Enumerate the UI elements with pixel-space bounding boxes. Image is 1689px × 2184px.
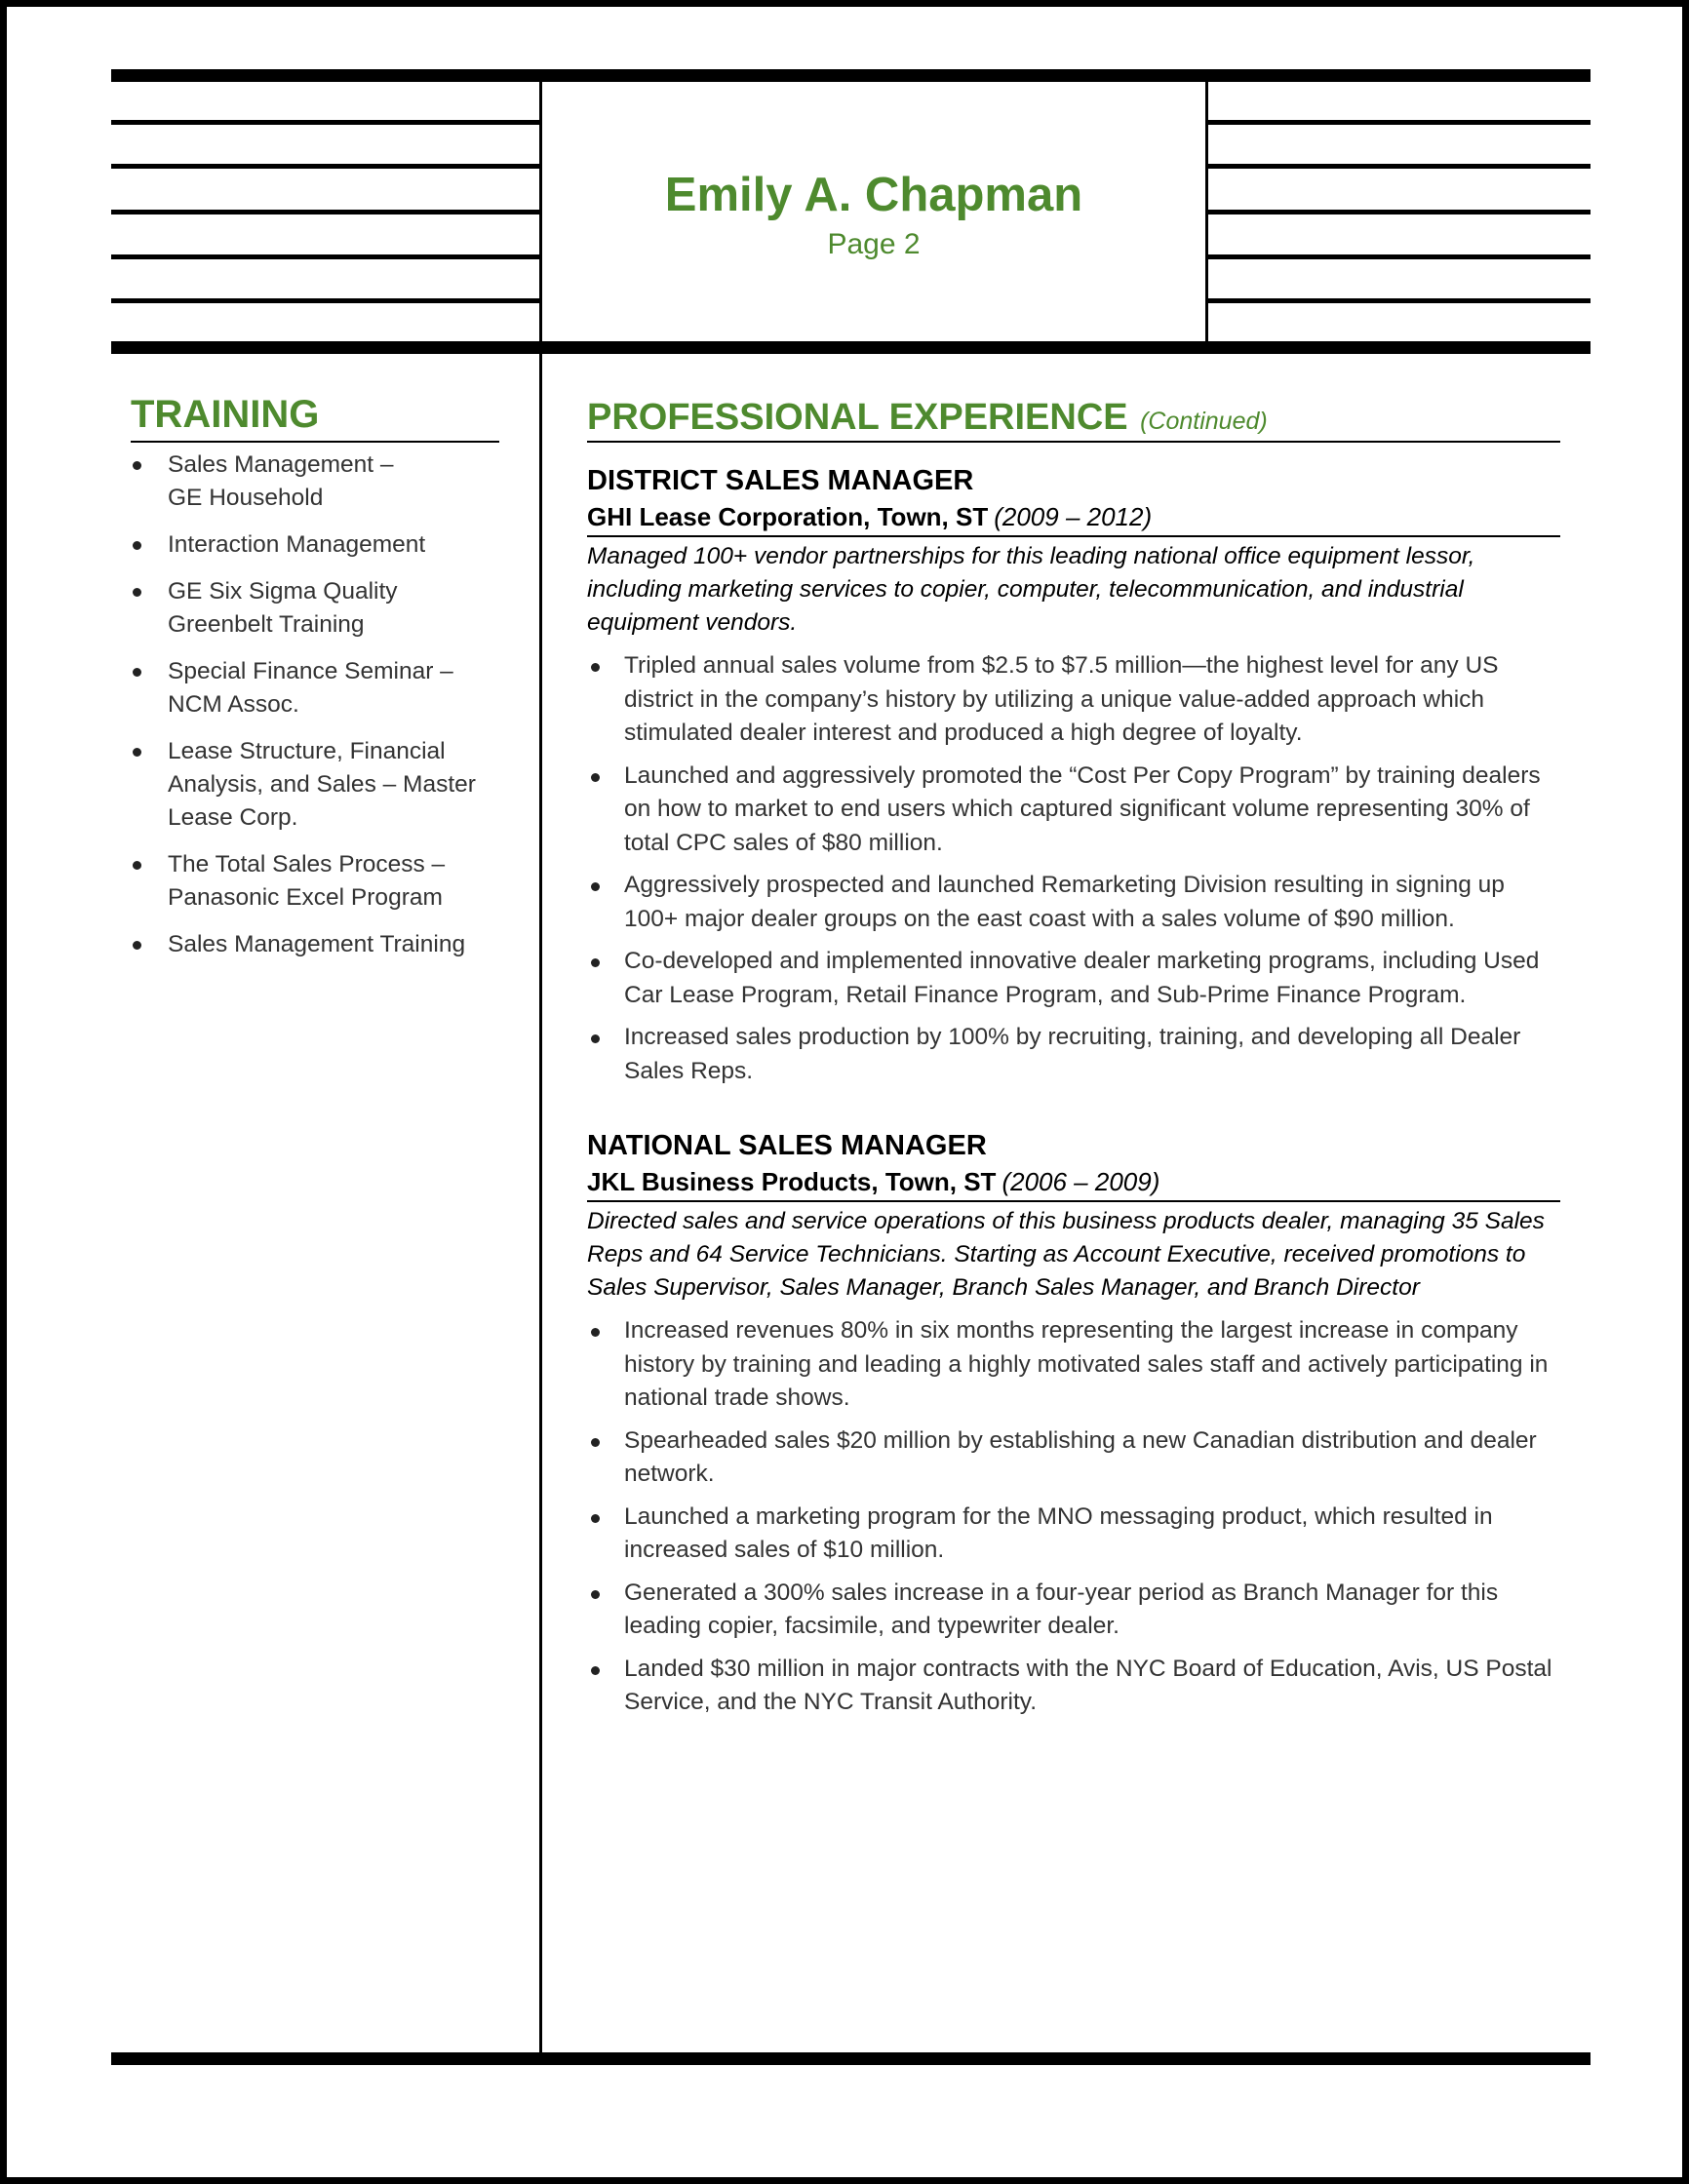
job-company-line xyxy=(587,1164,1560,1202)
header-name-block xyxy=(542,82,1205,341)
candidate-name: Emily A. Chapman xyxy=(664,169,1083,221)
achievement-item xyxy=(587,1424,1560,1492)
achievement-text: Co-developed and implemented innovative dealer marketing programs, including Used Car Lease Program, Retail Finance Program, and Sub-Prime Finance Program. xyxy=(624,948,1540,1008)
job-title: DISTRICT SALES MANAGER xyxy=(587,465,974,496)
achievement-text: Tripled annual sales volume from $2.5 to $7.5 million—the highest level for any US district in the company’s history by utilizing a unique value-added approach which stimulated dealer interest and produced a high degree of loyalty. xyxy=(624,652,1499,746)
experience-title: PROFESSIONAL EXPERIENCE xyxy=(587,397,1128,438)
achievement-text: Aggressively prospected and launched Remarketing Division resulting in signing up 100+ major dealer groups on the east coast with a sales volume of $90 million. xyxy=(624,872,1505,932)
training-item xyxy=(131,735,499,835)
training-section xyxy=(131,393,499,975)
training-item xyxy=(131,575,499,642)
header-line xyxy=(111,210,541,214)
bullet-icon xyxy=(133,748,141,757)
job-summary: Directed sales and service operations of this business products dealer, managing 35 Sales Reps and 64 Service Technicians. Starting as Account Executive, received promotions to Sales Supervisor, Sales Manager, Branch Sales Manager, and Branch Director xyxy=(587,1208,1545,1301)
header-line xyxy=(1207,210,1591,214)
training-item xyxy=(131,928,499,961)
experience-heading xyxy=(587,397,1560,443)
training-item-text: GE Six Sigma Quality Greenbelt Training xyxy=(168,578,398,638)
header-bottom-rule xyxy=(111,341,1591,354)
training-item xyxy=(131,848,499,915)
experience-section xyxy=(587,397,1560,1759)
page-label: Page 2 xyxy=(827,228,921,260)
achievement-text: Generated a 300% sales increase in a four-year period as Branch Manager for this leading copier, facsimile, and typewriter dealer. xyxy=(624,1579,1499,1639)
bullet-icon xyxy=(133,668,141,677)
header-top-rule xyxy=(111,69,1591,82)
job-company: JKL Business Products, Town, ST xyxy=(587,1167,997,1196)
bullet-icon xyxy=(133,541,141,550)
achievement-item xyxy=(587,649,1560,751)
training-item-text: Special Finance Seminar – NCM Assoc. xyxy=(168,658,453,718)
bullet-icon xyxy=(591,1438,600,1447)
job-dates: (2006 – 2009) xyxy=(1002,1167,1160,1196)
bullet-icon xyxy=(133,941,141,950)
header-line xyxy=(111,164,541,169)
training-list xyxy=(131,448,499,961)
achievement-item xyxy=(587,760,1560,861)
job-dates: (2009 – 2012) xyxy=(994,502,1153,531)
training-item xyxy=(131,448,499,515)
header-divider xyxy=(1205,82,1208,343)
header-line xyxy=(1207,120,1591,125)
achievement-item xyxy=(587,945,1560,1012)
achievement-list xyxy=(587,1314,1560,1720)
bullet-icon xyxy=(591,663,600,672)
achievement-text: Landed $30 million in major contracts with the NYC Board of Education, Avis, US Postal Service, and the NYC Transit Authority. xyxy=(624,1655,1552,1715)
achievement-item xyxy=(587,1577,1560,1644)
bullet-icon xyxy=(591,958,600,967)
bullet-icon xyxy=(591,1514,600,1523)
achievement-item xyxy=(587,1314,1560,1416)
achievement-text: Increased sales production by 100% by recruiting, training, and developing all Dealer Sales Reps. xyxy=(624,1024,1521,1084)
achievement-list xyxy=(587,649,1560,1088)
column-divider xyxy=(539,354,542,2054)
header-line xyxy=(111,254,541,259)
achievement-text: Launched a marketing program for the MNO messaging product, which resulted in increased sales of $10 million. xyxy=(624,1502,1493,1563)
bullet-icon xyxy=(591,1034,600,1043)
header-line xyxy=(111,120,541,125)
job-company: GHI Lease Corporation, Town, ST xyxy=(587,502,989,531)
training-item-text: The Total Sales Process – Panasonic Excel Program xyxy=(168,851,446,911)
footer-rule xyxy=(111,2052,1591,2065)
header-line xyxy=(1207,254,1591,259)
job-title: NATIONAL SALES MANAGER xyxy=(587,1130,987,1161)
bullet-icon xyxy=(591,882,600,891)
achievement-text: Spearheaded sales $20 million by establishing a new Canadian distribution and dealer network. xyxy=(624,1426,1537,1487)
bullet-icon xyxy=(133,588,141,597)
achievement-text: Launched and aggressively promoted the “Cost Per Copy Program” by training dealers on how to market to end users which captured significant volume representing 30% of total CPC sales of $80 million. xyxy=(624,761,1541,856)
training-item-text: Sales Management – GE Household xyxy=(168,451,394,511)
bullet-icon xyxy=(591,1666,600,1675)
achievement-item xyxy=(587,869,1560,936)
training-item-text: Lease Structure, Financial Analysis, and Sales – Master Lease Corp. xyxy=(168,738,476,831)
training-item-text: Interaction Management xyxy=(168,531,426,558)
job-list xyxy=(587,462,1560,1720)
header-line xyxy=(1207,298,1591,303)
achievement-text: Increased revenues 80% in six months representing the largest increase in company history by training and leading a highly motivated sales staff and actively participating in national trade shows. xyxy=(624,1317,1549,1411)
job-summary: Managed 100+ vendor partnerships for this leading national office equipment lessor, including marketing services to copier, computer, telecommunication, and industrial equipment vendors. xyxy=(587,543,1475,636)
bullet-icon xyxy=(133,861,141,870)
bullet-icon xyxy=(591,773,600,782)
job-entry xyxy=(587,462,1560,1088)
achievement-item xyxy=(587,1653,1560,1720)
bullet-icon xyxy=(133,461,141,470)
training-heading: TRAINING xyxy=(131,393,499,443)
achievement-item xyxy=(587,1021,1560,1088)
training-item xyxy=(131,655,499,722)
bullet-icon xyxy=(591,1590,600,1599)
training-item xyxy=(131,528,499,562)
achievement-item xyxy=(587,1501,1560,1568)
job-entry xyxy=(587,1127,1560,1720)
header-line xyxy=(111,298,541,303)
bullet-icon xyxy=(591,1328,600,1337)
experience-continued: (Continued) xyxy=(1140,408,1268,435)
job-company-line xyxy=(587,499,1560,537)
training-item-text: Sales Management Training xyxy=(168,931,466,957)
header-line xyxy=(1207,164,1591,169)
